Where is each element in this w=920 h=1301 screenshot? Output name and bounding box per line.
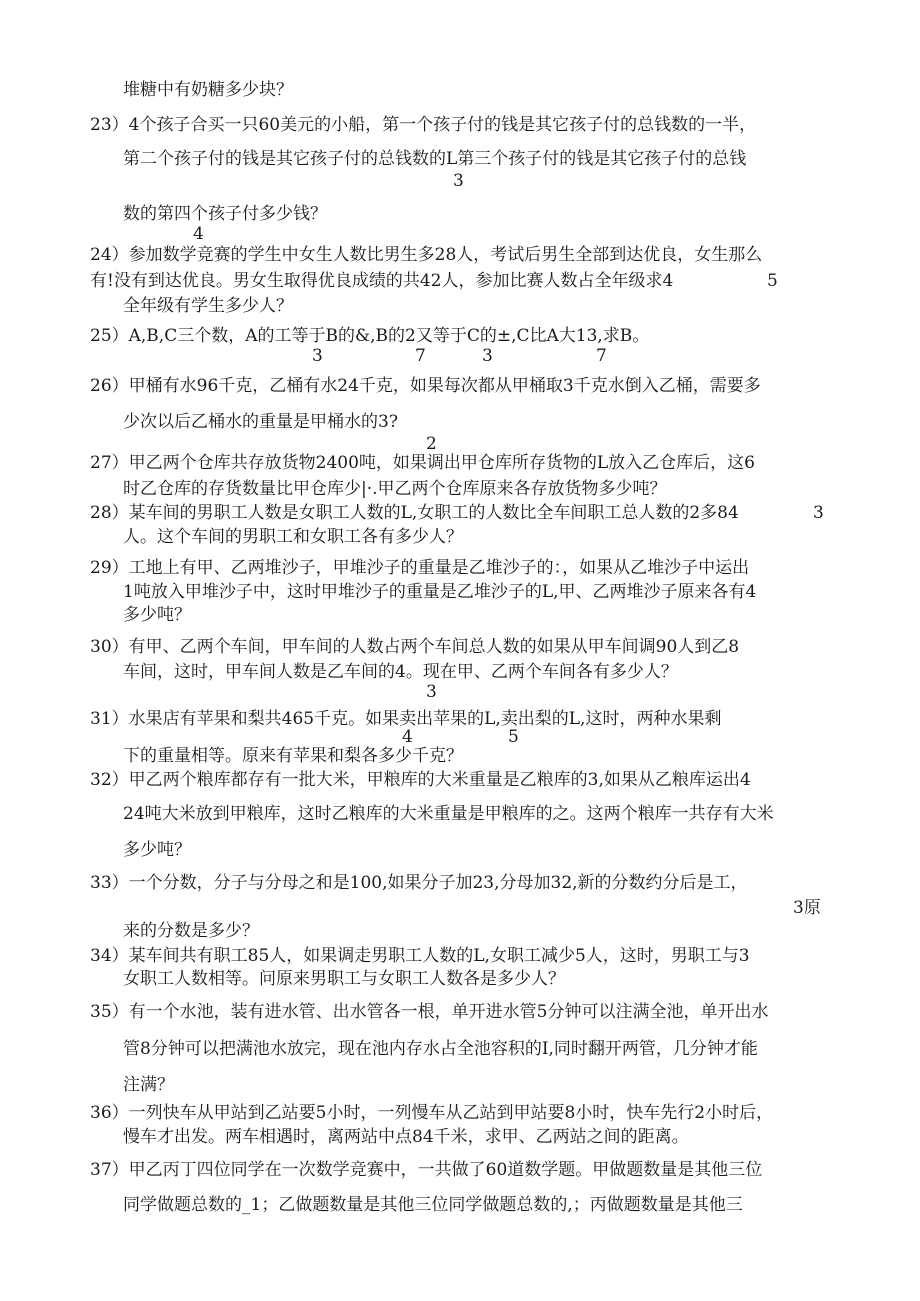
text-line: 数的第四个孩子付多少钱？ [123,204,327,224]
text-line: 堆糖中有奶糖多少块？ [123,80,293,100]
text-line: 管8分钟可以把满池水放完，现在池内存水占全池容积的I,同时翻开两管，几分钟才能 [123,1039,758,1059]
text-line: 7 [596,346,607,366]
text-line: 同学做题总数的_1；乙做题数量是其他三位同学做题总数的,；丙做题数量是其他三 [123,1195,743,1215]
text-line: 36）一列快车从甲站到乙站要5小时，一列慢车从乙站到甲站要8小时，快车先行2小时后， [90,1103,774,1123]
text-line: 24）参加数学竞赛的学生中女生人数比男生多28人，考试后男生全部到达优良，女生那么 [90,245,763,265]
text-line: 28）某车间的男职工人数是女职工人数的L,女职工的人数比全车间职工总人数的2多84 [90,503,739,523]
text-line: 女职工人数相等。问原来男职工与女职工人数各是多少人？ [123,969,565,989]
text-line: 时乙仓库的存货数量比甲仓库少|·.甲乙两个仓库原来各存放货物多少吨？ [123,479,667,499]
text-line: 32）甲乙两个粮库都存有一批大米，甲粮库的大米重量是乙粮库的3,如果从乙粮库运出4 [90,770,751,790]
text-line: 35）有一个水池，装有进水管、出水管各一根，单开进水管5分钟可以注满全池，单开出水 [90,1002,769,1022]
text-line: 3原 [793,898,821,918]
text-line: 注满？ [123,1075,174,1095]
text-line: 25）A,B,C三个数，A的工等于B的&,B的2又等于C的±,C比A大13,求B。 [90,326,650,346]
text-line: 4 [402,727,413,747]
text-line: 人。这个车间的男职工和女职工各有多少人？ [123,527,463,547]
text-line: 31）水果店有苹果和梨共465千克。如果卖出苹果的L,卖出梨的L,这时，两种水果剩 [90,709,722,729]
text-line: 少次以后乙桶水的重量是甲桶水的3? [123,412,398,432]
text-line: 下的重量相等。原来有苹果和梨各多少千克？ [123,746,463,766]
text-line: 3 [453,171,464,191]
text-line: 第二个孩子付的钱是其它孩子付的总钱数的L第三个孩子付的钱是其它孩子付的总钱 [123,149,747,169]
text-line: 来的分数是多少？ [123,921,259,941]
text-line: 3 [813,503,824,523]
text-line: 37）甲乙丙丁四位同学在一次数学竞赛中，一共做了60道数学题。甲做题数量是其他三位 [90,1160,763,1180]
text-line: 多少吨？ [123,840,191,860]
text-line: 1吨放入甲堆沙子中，这时甲堆沙子的重量是乙堆沙子的L,甲、乙两堆沙子原来各有4 [123,582,757,602]
text-line: 26）甲桶有水96千克，乙桶有水24千克，如果每次都从甲桶取3千克水倒入乙桶，需要多 [90,376,761,396]
text-line: 3 [312,346,323,366]
text-line: 3 [482,346,493,366]
text-line: 5 [767,271,778,291]
text-line: 4 [193,224,204,244]
text-line: 34）某车间共有职工85人，如果调走男职工人数的L,女职工减少5人，这时，男职工与3 [90,946,750,966]
text-line: 5 [508,727,519,747]
text-line: 33）一个分数，分子与分母之和是100,如果分子加23,分母加32,新的分数约分后是工， [90,873,748,893]
text-line: 24吨大米放到甲粮库，这时乙粮库的大米重量是甲粮库的之。这两个粮库一共存有大米 [123,804,774,824]
text-line: 23）4个孩子合买一只60美元的小船，第一个孩子付的钱是其它孩子付的总钱数的一半， [90,115,757,135]
text-line: 车间，这时，甲车间人数是乙车间的4。现在甲、乙两个车间各有多少人？ [123,662,678,682]
text-line: 29）工地上有甲、乙两堆沙子，甲堆沙子的重量是乙堆沙子的：，如果从乙堆沙子中运出 [90,558,750,578]
text-line: 3 [426,682,437,702]
text-line: 2 [426,434,437,454]
text-line: 多少吨？ [123,605,191,625]
text-line: 有!没有到达优良。男女生取得优良成绩的共42人，参加比赛人数占全年级求4 [90,271,674,291]
text-line: 全年级有学生多少人？ [123,296,293,316]
text-line: 慢车才出发。两车相遇时，离两站中点84千米，求甲、乙两站之间的距离。 [123,1127,689,1147]
text-line: 7 [415,346,426,366]
text-line: 27）甲乙两个仓库共存放货物2400吨，如果调出甲仓库所存货物的L放入乙仓库后，这6 [90,453,755,473]
text-line: 30）有甲、乙两个车间，甲车间的人数占两个车间总人数的如果从甲车间调90人到乙8 [90,637,740,657]
